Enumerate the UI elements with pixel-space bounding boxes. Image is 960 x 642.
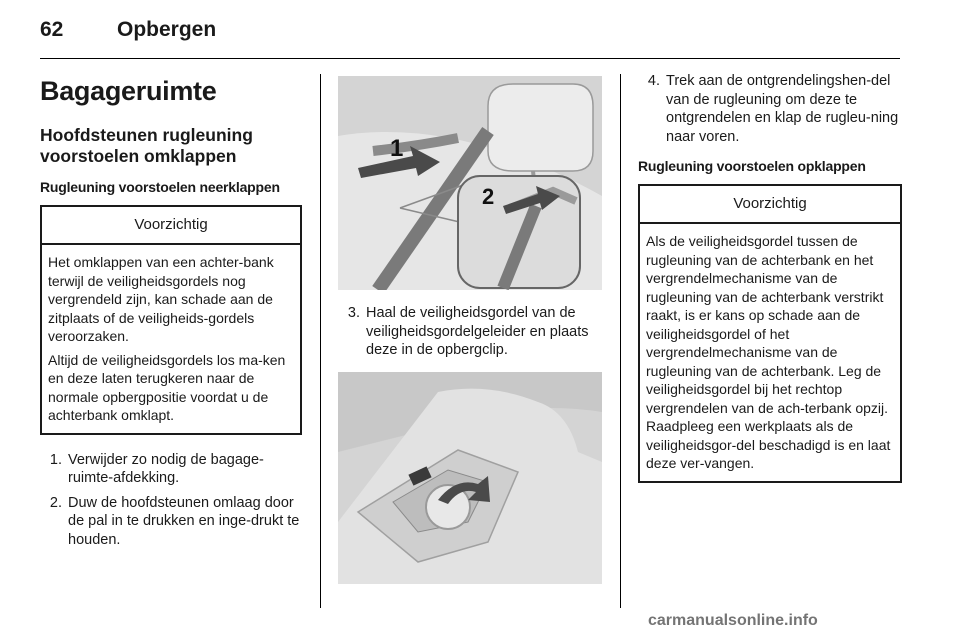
seatbelt-guide-figure <box>338 76 602 290</box>
callout-label-1: 1 <box>390 135 404 162</box>
column-divider-right <box>620 74 621 608</box>
caution-paragraph: Altijd de veiligheidsgordels los ma-ken en deze laten terugkeren naar de normale opbergpositie voordat u de achterbank omklapt. <box>48 351 286 423</box>
caution-body <box>42 245 300 433</box>
step-item <box>338 304 602 360</box>
section-title: Opbergen <box>117 18 217 41</box>
step-item <box>638 72 902 146</box>
column-divider-left <box>320 74 321 608</box>
step-item <box>40 494 302 550</box>
step-number: 3. <box>347 305 360 321</box>
caution-paragraph: Het omklappen van een achter-bank terwijl de veiligheidsgordels nog vergrendeld zijn, kan schade aan de zitplaats of de veiligheids-gordels veroorzaken. <box>48 254 274 344</box>
page-heading: Bagageruimte <box>40 76 217 106</box>
step-number: 4. <box>647 73 660 89</box>
page-number: 62 <box>40 18 64 41</box>
header-divider <box>40 58 900 59</box>
step-text: Duw de hoofdsteunen omlaag door de pal in te drukken en inge-drukt te houden. <box>68 494 300 548</box>
seatbelt-guide-illustration <box>338 76 602 290</box>
subsection-heading: Rugleuning voorstoelen opklappen <box>638 158 866 174</box>
caution-title: Voorzichtig <box>640 186 900 224</box>
step-number: 1. <box>49 451 62 468</box>
column-2 <box>338 72 602 584</box>
step-text: Verwijder zo nodig de bagage-ruimte-afdekking. <box>68 451 264 486</box>
storage-clip-illustration <box>338 372 602 584</box>
step-text: Haal de veiligheidsgordel van de veiligheidsgordelgeleider en plaats deze in de opbergclip. <box>366 305 589 358</box>
section-heading: Hoofdsteunen rugleuning voorstoelen omklappen <box>40 125 253 166</box>
step-number: 2. <box>49 494 62 511</box>
caution-body <box>640 224 900 481</box>
column-3 <box>638 72 902 499</box>
step-item <box>40 451 302 488</box>
storage-clip-figure <box>338 372 602 584</box>
caution-box <box>638 184 902 483</box>
watermark-text: carmanualsonline.info <box>648 612 818 629</box>
caution-title: Voorzichtig <box>42 207 300 245</box>
callout-label-2: 2 <box>482 184 495 209</box>
subsection-heading: Rugleuning voorstoelen neerklappen <box>40 179 280 195</box>
caution-paragraph: Als de veiligheidsgordel tussen de rugleuning van de achterbank en het vergrendelmechanisme van de rugleuning van de achterbank verstrikt raakt, is er kans op schade aan de veiligheidsgordel of het vergrendelmechanisme van de rugleuning van de achterbank. Leg de veiligheidsgordel bij het rechtop vergrendelen van de ach-terbank opzij. Raadpleeg een werkplaats als de veiligheidsgor-del beschadigd is en laat deze ver-vangen. <box>646 233 891 471</box>
column-1 <box>40 72 302 555</box>
step-text: Trek aan de ontgrendelingshen-del van de rugleuning om deze te ontgrendelen en klap de rugleu-ning naar voren. <box>666 73 899 145</box>
caution-box <box>40 205 302 435</box>
